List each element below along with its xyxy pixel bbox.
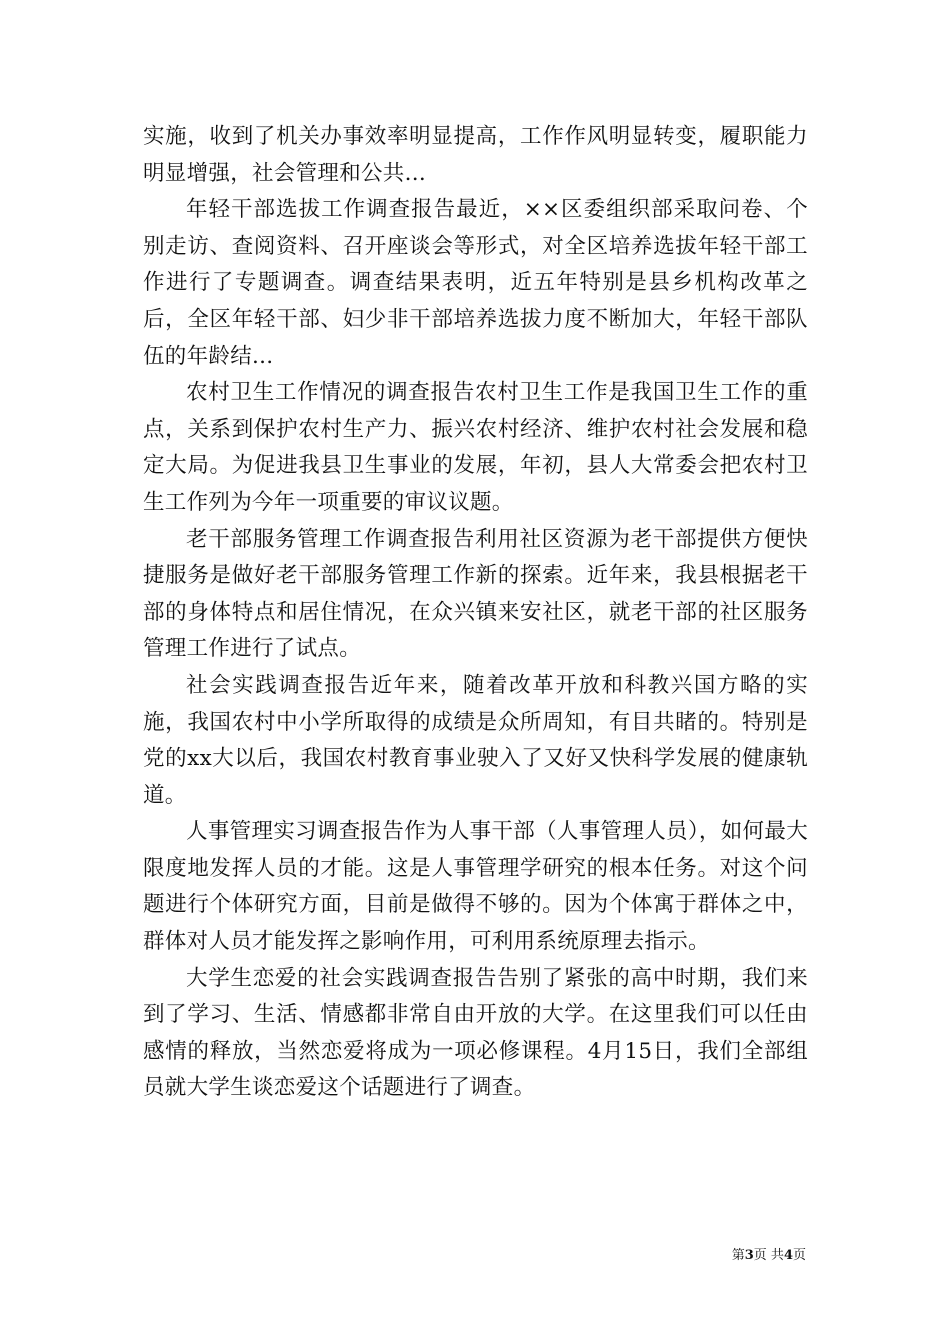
page-suffix: 页 [792,1248,806,1263]
paragraph: 社会实践调查报告近年来，随着改革开放和科教兴国方略的实施，我国农村中小学所取得的成绩是众所周知，有目共睹的。特别是党的xx大以后，我国农村教育事业驶入了又好又快科学发展的健康轨道。 [143,672,808,808]
paragraph: 大学生恋爱的社会实践调查报告告别了紧张的高中时期，我们来到了学习、生活、情感都非常自由开放的大学。在这里我们可以任由感情的释放，当然恋爱将成为一项必修课程。4月15日，我们全部组员就大学生谈恋爱这个话题进行了调查。 [143,965,808,1101]
page-prefix: 第 [731,1248,745,1263]
document-body [143,119,808,1107]
page-middle: 页 共 [753,1248,784,1263]
paragraph: 实施，收到了机关办事效率明显提高，工作作风明显转变，履职能力明显增强，社会管理和公共... [143,124,808,186]
paragraph: 年轻干部选拔工作调查报告最近，××区委组织部采取问卷、个别走访、查阅资料、召开座谈会等形式，对全区培养选拔年轻干部工作进行了专题调查。调查结果表明，近五年特别是县乡机构改革之后，全区年轻干部、妇少非干部培养选拔力度不断加大，年轻干部队伍的年龄结... [143,197,808,369]
page-number-footer [732,1248,806,1264]
paragraph: 农村卫生工作情况的调查报告农村卫生工作是我国卫生工作的重点，关系到保护农村生产力、振兴农村经济、维护农村社会发展和稳定大局。为促进我县卫生事业的发展，年初，县人大常委会把农村卫生工作列为今年一项重要的审议议题。 [143,380,808,515]
paragraph: 老干部服务管理工作调查报告利用社区资源为老干部提供方便快捷服务是做好老干部服务管理工作新的探索。近年来，我县根据老干部的身体特点和居住情况，在众兴镇来安社区，就老干部的社区服务管理工作进行了试点。 [143,526,808,662]
paragraph: 人事管理实习调查报告作为人事干部（人事管理人员），如何最大限度地发挥人员的才能。这是人事管理学研究的根本任务。对这个问题进行个体研究方面，目前是做得不够的。因为个体寓于群体之中，群体对人员才能发挥之影响作用，可利用系统原理去指示。 [143,819,808,955]
total-page-number: 4 [783,1248,793,1263]
current-page-number: 3 [744,1248,754,1263]
